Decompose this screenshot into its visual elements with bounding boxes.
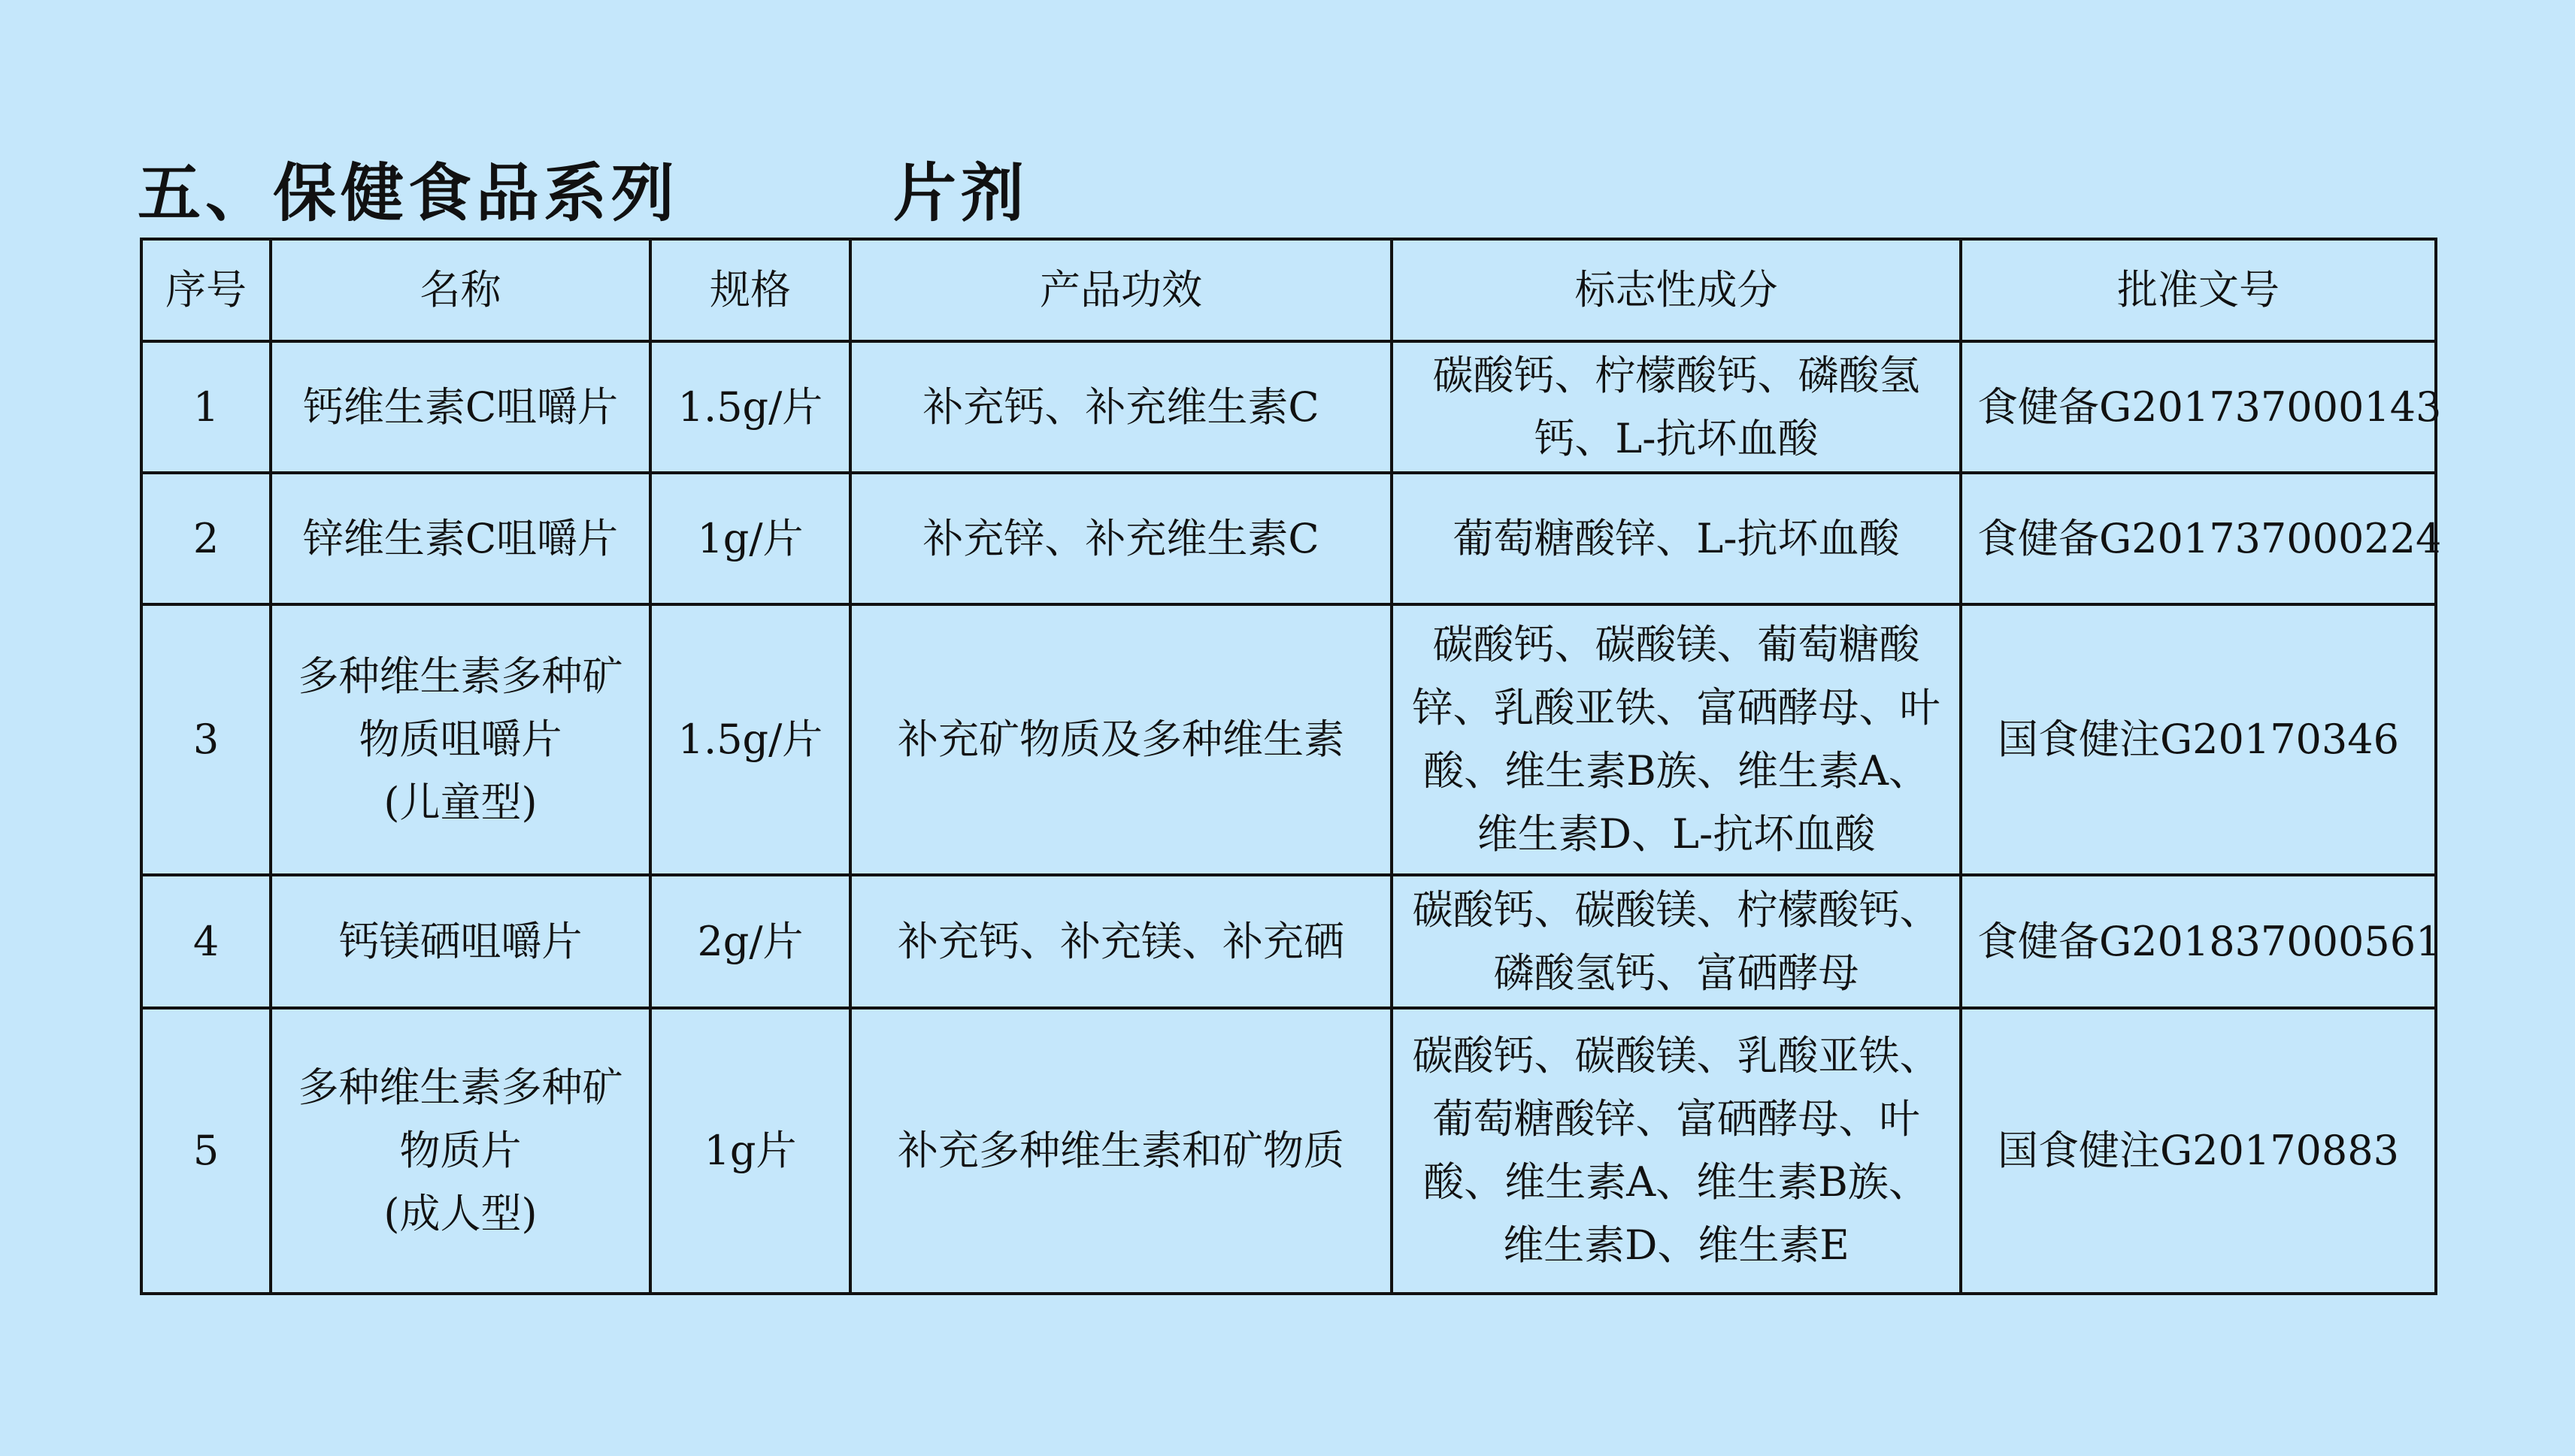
cell-name: 多种维生素多种矿物质咀嚼片 (儿童型) — [271, 604, 650, 875]
header-effect: 产品功效 — [850, 239, 1392, 341]
cell-no: 2 — [141, 473, 271, 604]
table-row — [141, 875, 2436, 1008]
page-subtitle: 片剂 — [893, 156, 1029, 230]
cell-spec: 2g/片 — [650, 875, 850, 1008]
table-row — [141, 604, 2436, 875]
cell-ingredients: 碳酸钙、碳酸镁、葡萄糖酸锌、乳酸亚铁、富硒酵母、叶酸、维生素B族、维生素A、维生素D、L-抗坏血酸 — [1392, 604, 1961, 875]
cell-no: 5 — [141, 1008, 271, 1294]
product-table — [140, 238, 2442, 1295]
cell-no: 4 — [141, 875, 271, 1008]
cell-effect: 补充钙、补充维生素C — [850, 341, 1392, 473]
page-title-text: 五、保健食品系列 — [138, 156, 680, 230]
cell-no: 3 — [141, 604, 271, 875]
cell-effect: 补充锌、补充维生素C — [850, 473, 1392, 604]
cell-spec: 1.5g/片 — [650, 604, 850, 875]
cell-effect: 补充钙、补充镁、补充硒 — [850, 875, 1392, 1008]
cell-approval: 食健备G201737000143 — [1961, 341, 2436, 473]
page-title — [138, 147, 1028, 229]
header-approval: 批准文号 — [1961, 239, 2436, 341]
header-name: 名称 — [271, 239, 650, 341]
table-row — [141, 473, 2436, 604]
cell-spec: 1g片 — [650, 1008, 850, 1294]
cell-effect: 补充矿物质及多种维生素 — [850, 604, 1392, 875]
header-spec: 规格 — [650, 239, 850, 341]
cell-approval: 食健备G201737000224 — [1961, 473, 2436, 604]
table-row — [141, 341, 2436, 473]
cell-effect: 补充多种维生素和矿物质 — [850, 1008, 1392, 1294]
cell-approval: 国食健注G20170346 — [1961, 604, 2436, 875]
cell-name: 钙维生素C咀嚼片 — [271, 341, 650, 473]
table-header-row — [141, 239, 2436, 341]
cell-ingredients: 碳酸钙、碳酸镁、柠檬酸钙、磷酸氢钙、富硒酵母 — [1392, 875, 1961, 1008]
cell-approval: 国食健注G20170883 — [1961, 1008, 2436, 1294]
cell-ingredients: 碳酸钙、柠檬酸钙、磷酸氢钙、L-抗坏血酸 — [1392, 341, 1961, 473]
cell-spec: 1g/片 — [650, 473, 850, 604]
cell-spec: 1.5g/片 — [650, 341, 850, 473]
cell-ingredients: 葡萄糖酸锌、L-抗坏血酸 — [1392, 473, 1961, 604]
cell-name: 钙镁硒咀嚼片 — [271, 875, 650, 1008]
cell-no: 1 — [141, 341, 271, 473]
cell-name: 多种维生素多种矿物质片 (成人型) — [271, 1008, 650, 1294]
header-ingredients: 标志性成分 — [1392, 239, 1961, 341]
table-row — [141, 1008, 2436, 1294]
cell-name: 锌维生素C咀嚼片 — [271, 473, 650, 604]
cell-ingredients: 碳酸钙、碳酸镁、乳酸亚铁、葡萄糖酸锌、富硒酵母、叶酸、维生素A、维生素B族、维生素D、维生素E — [1392, 1008, 1961, 1294]
cell-approval: 食健备G201837000561 — [1961, 875, 2436, 1008]
header-no: 序号 — [141, 239, 271, 341]
